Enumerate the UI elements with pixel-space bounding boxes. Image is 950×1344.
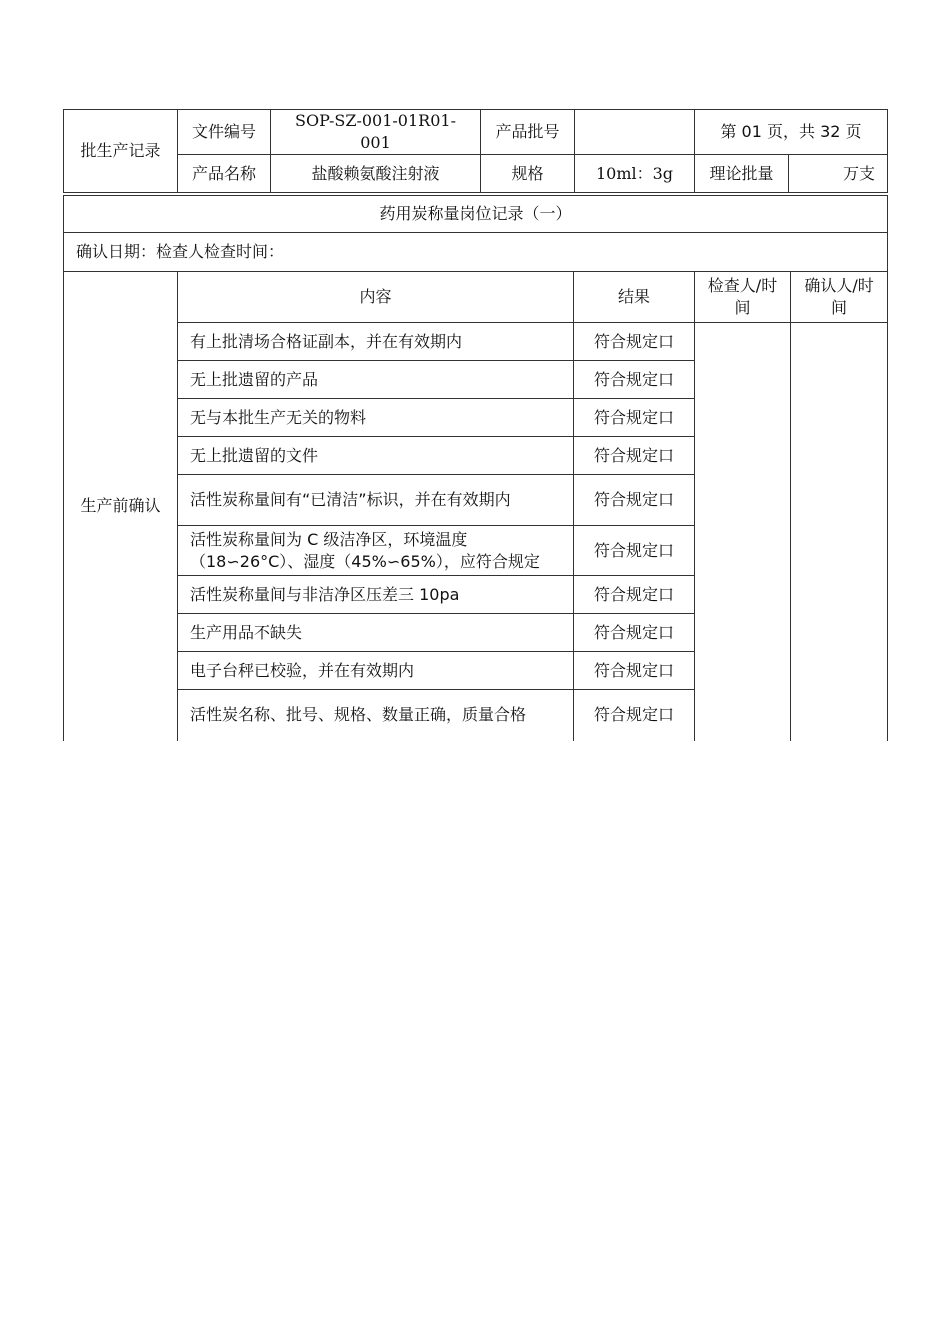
doc-no-value: SOP-SZ-001-01R01-001 bbox=[271, 110, 481, 155]
row-result[interactable]: 符合规定口 bbox=[574, 361, 695, 399]
batch-no-value bbox=[575, 110, 695, 155]
col-header-confirmer: 确认人/时间 bbox=[791, 272, 888, 323]
confirm-date-line: 确认日期：检查人检查时间： bbox=[64, 233, 888, 272]
row-content: 无上批遗留的文件 bbox=[178, 437, 574, 475]
row-content: 无上批遗留的产品 bbox=[178, 361, 574, 399]
spec-value: 10ml：3g bbox=[575, 155, 695, 193]
row-content: 生产用品不缺失 bbox=[178, 614, 574, 652]
row-result[interactable]: 符合规定口 bbox=[574, 614, 695, 652]
batch-no-label: 产品批号 bbox=[481, 110, 575, 155]
theory-batch-label: 理论批量 bbox=[695, 155, 789, 193]
theory-batch-value: 万支 bbox=[789, 155, 888, 193]
row-result[interactable]: 符合规定口 bbox=[574, 323, 695, 361]
row-result[interactable]: 符合规定口 bbox=[574, 437, 695, 475]
confirmer-cell[interactable] bbox=[791, 323, 888, 741]
row-content: 活性炭称量间有“已清洁”标识，并在有效期内 bbox=[178, 475, 574, 526]
record-title: 药用炭称量岗位记录（一） bbox=[64, 196, 888, 233]
row-result[interactable]: 符合规定口 bbox=[574, 399, 695, 437]
row-result[interactable]: 符合规定口 bbox=[574, 690, 695, 741]
row-content: 电子台秤已校验，并在有效期内 bbox=[178, 652, 574, 690]
row-content: 活性炭称量间与非洁净区压差三 10pa bbox=[178, 576, 574, 614]
section-label: 生产前确认 bbox=[64, 272, 178, 741]
row-content: 活性炭名称、批号、规格、数量正确，质量合格 bbox=[178, 690, 574, 741]
row-content: 活性炭称量间为 C 级洁净区，环境温度（18∽26°C）、湿度（45%∽65%），应符合规定 bbox=[178, 526, 574, 576]
table-row bbox=[64, 323, 888, 361]
spec-label: 规格 bbox=[481, 155, 575, 193]
row-content: 无与本批生产无关的物料 bbox=[178, 399, 574, 437]
record-type-label: 批生产记录 bbox=[64, 110, 178, 193]
checker-cell[interactable] bbox=[695, 323, 791, 741]
record-table bbox=[63, 195, 888, 741]
row-result[interactable]: 符合规定口 bbox=[574, 652, 695, 690]
row-content: 有上批清场合格证副本，并在有效期内 bbox=[178, 323, 574, 361]
row-result[interactable]: 符合规定口 bbox=[574, 576, 695, 614]
col-header-result: 结果 bbox=[574, 272, 695, 323]
col-header-content: 内容 bbox=[178, 272, 574, 323]
col-header-checker: 检查人/时间 bbox=[695, 272, 791, 323]
header-table bbox=[63, 109, 888, 193]
page-info: 第 01 页，共 32 页 bbox=[695, 110, 888, 155]
row-result[interactable]: 符合规定口 bbox=[574, 526, 695, 576]
row-result[interactable]: 符合规定口 bbox=[574, 475, 695, 526]
doc-no-label: 文件编号 bbox=[178, 110, 271, 155]
product-name-value: 盐酸赖氨酸注射液 bbox=[271, 155, 481, 193]
product-name-label: 产品名称 bbox=[178, 155, 271, 193]
